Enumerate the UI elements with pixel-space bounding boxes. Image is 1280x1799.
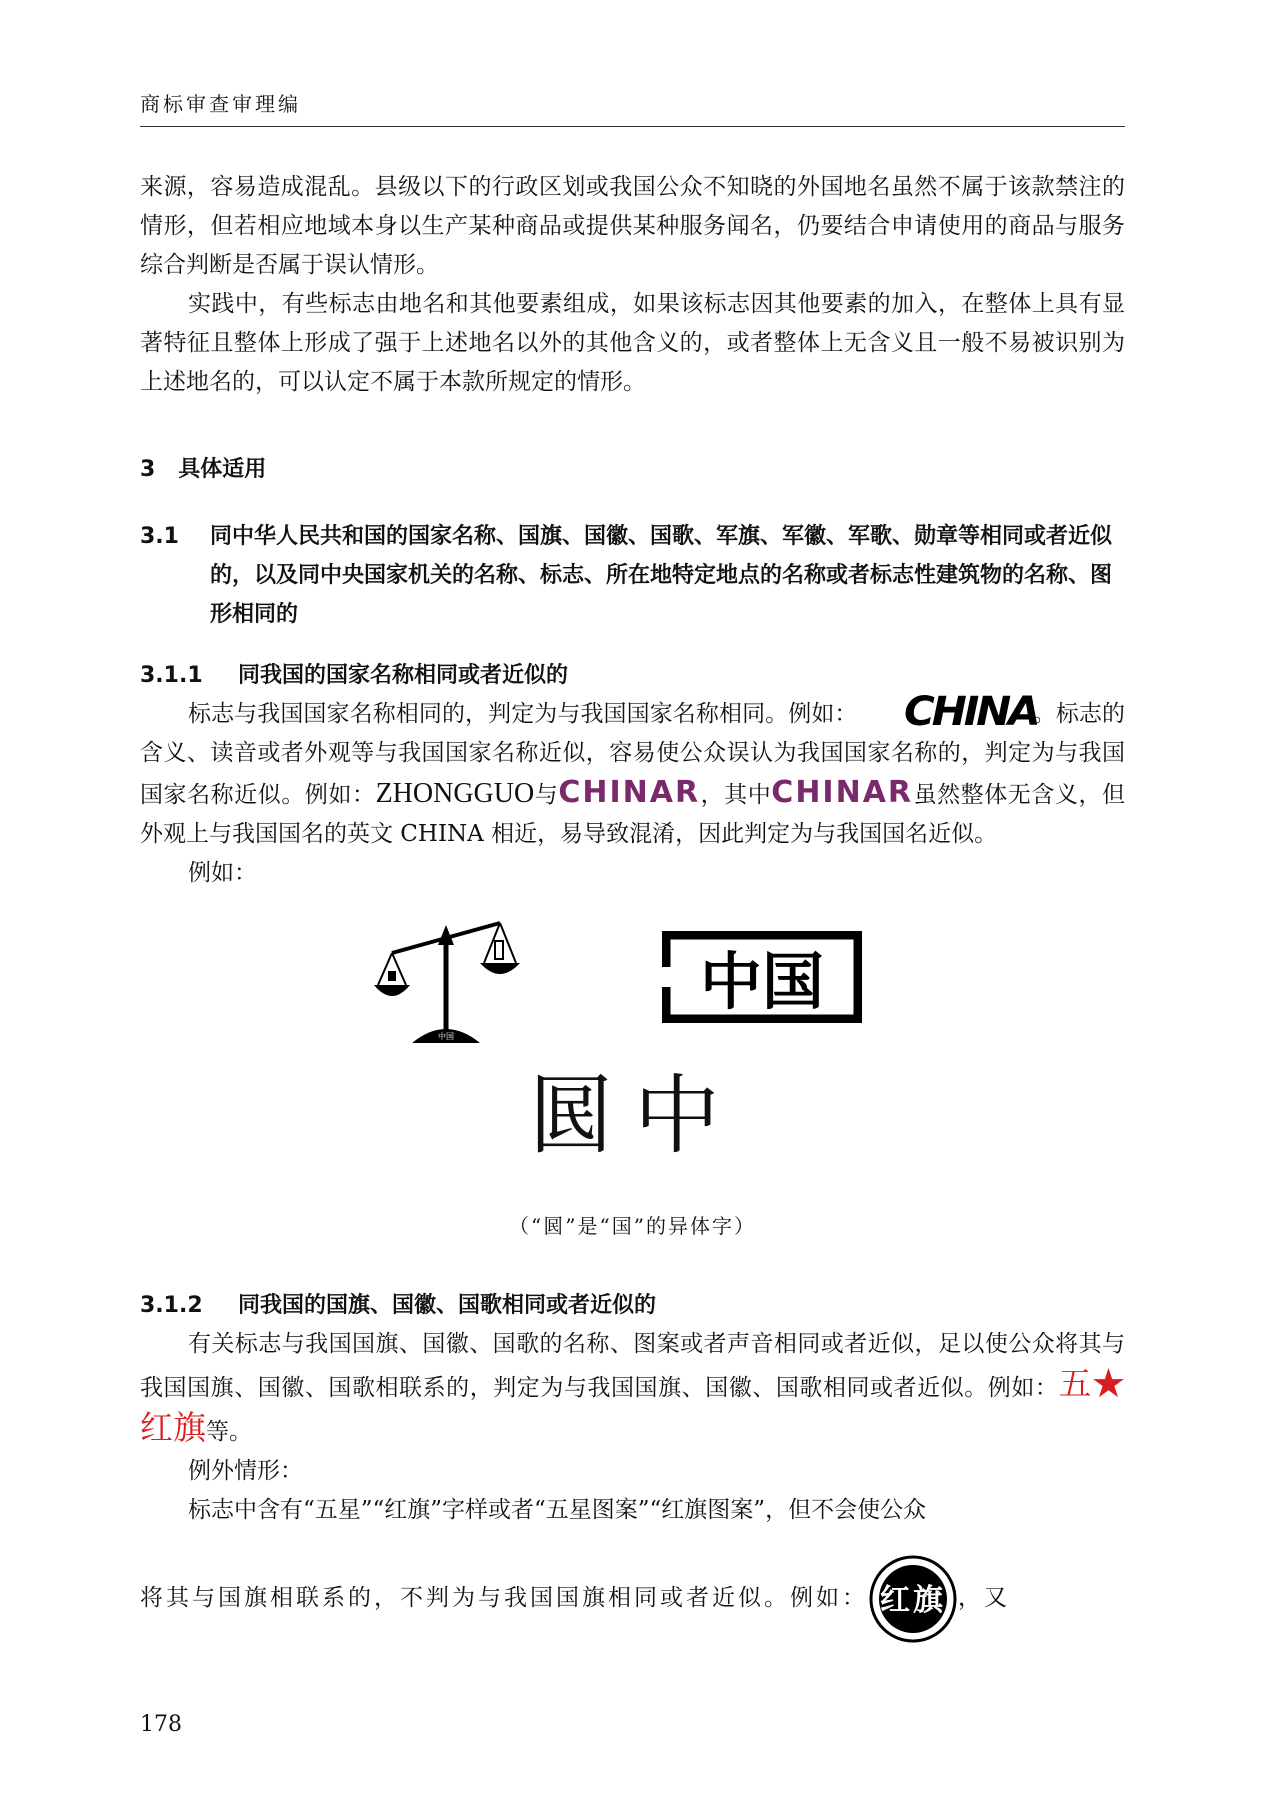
section-3-title: 具体适用 <box>178 457 267 482</box>
section-3-1-1-number: 3.1.1 <box>140 663 203 688</box>
section-3-1-number: 3.1 <box>140 524 179 549</box>
section-3-1-1-title: 同我国的国家名称相同或者近似的 <box>238 663 569 688</box>
section-3-1-2-title: 同我国的国旗、国徽、国歌相同或者近似的 <box>238 1293 657 1318</box>
scale-label: 中国 <box>438 1032 454 1041</box>
hongqi-seal-text: 红旗 <box>880 1583 946 1618</box>
header-rule <box>140 126 1125 127</box>
section-3-heading <box>140 452 1125 483</box>
text-segment: 将其与国旗相联系的，不判为与我国国旗相同或者近似。例如： <box>140 1585 868 1611</box>
example-label: 例如： <box>188 860 257 886</box>
section-3-1-2-paragraph <box>140 1325 1125 1452</box>
variant-character-logo: 囻中 <box>528 1066 740 1166</box>
scale-of-justice-logo <box>372 911 520 1043</box>
page-number: 178 <box>140 1712 182 1737</box>
section-3-1-1-paragraph <box>140 689 1126 854</box>
text-segment: ，又 <box>958 1585 1010 1611</box>
exception-paragraph-cont <box>140 1550 1125 1646</box>
example-figures <box>140 893 1125 1203</box>
section-3-1-heading <box>140 517 1125 634</box>
text-segment: 标志与我国国家名称相同的，判定为与我国国家名称相同。例如： <box>188 701 858 727</box>
text-segment: 。标志的含义、读音或者外观等与我国国家名称近似，容易使公众误认为我国国家名称的，判定为与我国国家名称近似。例如： <box>140 701 1126 808</box>
text-segment: 与 <box>534 782 559 808</box>
example-red-flag-text: 五★红旗 <box>140 1364 1126 1447</box>
section-3-1-2-heading <box>140 1286 1125 1325</box>
seal-text: 中国 <box>699 945 825 1018</box>
section-3-1-title: 同中华人民共和国的国家名称、国旗、国徽、国歌、军旗、军徽、军歌、勋章等相同或者近似的，以及同中央国家机关的名称、标志、所在地特定地点的名称或者标志性建筑物的名称、图形相同的 <box>210 524 1113 627</box>
section-3-number: 3 <box>140 457 156 482</box>
figure-caption: （“囻”是“国”的异体字） <box>509 1214 756 1238</box>
hongqi-seal-logo <box>868 1554 958 1644</box>
text-segment: ，其中 <box>700 782 772 808</box>
paragraph-2: 实践中，有些标志由地名和其他要素组成，如果该标志因其他要素的加入，在整体上具有显著特征且整体上形成了强于上述地名以外的其他含义的，或者整体上无含义且一般不易被识别为上述地名的，可以认定不属于本款所规定的情形。 <box>140 291 1125 395</box>
zhongguo-seal-logo <box>662 931 862 1023</box>
text-segment: 有关标志与我国国旗、国徽、国歌的名称、图案或者声音相同或者近似，足以使公众将其与我国国旗、国徽、国歌相联系的，判定为与我国国旗、国徽、国歌相同或者近似。例如： <box>140 1331 1125 1401</box>
text-segment: 等。 <box>206 1419 252 1445</box>
china-logo: CHINA <box>903 689 1038 735</box>
example-zhongguo: ZHONGGUO <box>375 778 535 809</box>
exception-label: 例外情形： <box>188 1458 303 1484</box>
page-body <box>140 168 1125 1646</box>
running-header: 商标审查审理编 <box>140 92 301 116</box>
text-segment: 虽然整体无含义，但外观上与我国国名的英文 CHINA 相近，易导致混淆，因此判定为与我国国名近似。 <box>140 782 1126 847</box>
section-3-1-2-number: 3.1.2 <box>140 1293 203 1318</box>
exception-paragraph: 标志中含有“五星”“红旗”字样或者“五星图案”“红旗图案”，但不会使公众 <box>188 1497 927 1523</box>
paragraph-1: 来源，容易造成混乱。县级以下的行政区划或我国公众不知晓的外国地名虽然不属于该款禁注的情形，但若相应地域本身以生产某种商品或提供某种服务闻名，仍要结合申请使用的商品与服务综合判断是否属于误认情形。 <box>140 174 1125 278</box>
example-chinar-logo: CHINAR <box>558 775 701 810</box>
example-chinar-logo-2: CHINAR <box>771 775 914 810</box>
